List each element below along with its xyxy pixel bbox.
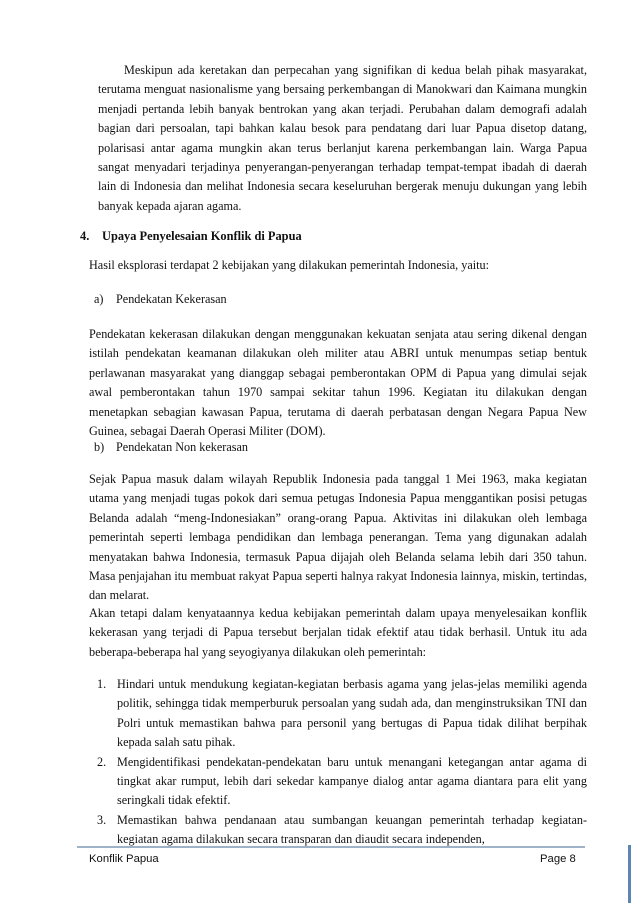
subheading-b-label: b) xyxy=(94,440,105,454)
violent-approach-paragraph: Pendekatan kekerasan dilakukan dengan menggunakan kekuatan senjata atau sering dikenal dengan istilah pendekatan keamanan dilakukan oleh militer atau ABRI untuk menumpas setiap bentuk perlawanan masyarakat yang dianggap sebagai pemberontakan OPM di Papua yang dimulai sejak awal pemberontakan tahun 1970 sampai sekitar tahun 1996. Kegiatan itu dilakukan dengan menetapkan sebagian kawasan Papua, terutama di daerah perbatasan dengan Negara Papua New Guinea, sebagai Daerah Operasi Militer (DOM). xyxy=(89,327,587,439)
section-number: 4. xyxy=(80,229,90,243)
list-item-text: Memastikan bahwa pendanaan atau sumbangan keuangan pemerintah terhadap kegiatan-kegiatan agama dilakukan secara transparan dan diaudit secara independen, xyxy=(117,812,587,847)
list-item-number: 3. xyxy=(97,812,107,827)
section-heading xyxy=(80,229,302,244)
recommendation-list xyxy=(89,675,587,850)
list-item xyxy=(89,811,587,850)
list-item-number: 1. xyxy=(97,677,107,691)
subheading-a-title: Pendekatan Kekerasan xyxy=(116,292,227,306)
subheading-b xyxy=(94,440,248,455)
list-item-text: Mengidentifikasi pendekatan-pendekatan baru untuk menangani ketegangan antar agama di tingkat akar rumput, lebih dari sekedar kampanye dialog antar agama diantara para elit yang seringkali tidak efektif. xyxy=(117,754,587,808)
page-number: Page 8 xyxy=(540,853,576,865)
list-item-text: Hindari untuk mendukung kegiatan-kegiatan berbasis agama yang jelas-jelas memiliki agenda politik, sehingga tidak memperburuk persoalan yang sudah ada, dan menginstruksikan TNI dan Polri untuk memastikan bahwa para personil yang bertugas di Papua tidak dilihat berpihak kepada salah satu pihak. xyxy=(117,677,587,750)
list-item-number: 2. xyxy=(97,754,107,769)
footer-divider xyxy=(77,846,585,848)
footer-title: Konflik Papua xyxy=(89,853,159,865)
subheading-a xyxy=(94,292,227,307)
list-item xyxy=(89,753,587,811)
list-item xyxy=(89,675,587,753)
closing-paragraph: Akan tetapi dalam kenyataannya kedua kebijakan pemerintah dalam upaya menyelesaikan konflik kekerasan yang terjadi di Papua tersebut berjalan tidak efektif atau tidak berhasil. Untuk itu ada beberapa-beberapa hal yang seyogiyanya dilakukan oleh pemerintah: xyxy=(89,606,587,659)
exploration-intro: Hasil eksplorasi terdapat 2 kebijakan yang dilakukan pemerintah Indonesia, yaitu: xyxy=(89,258,490,272)
footer-accent-bar xyxy=(628,845,631,903)
subheading-b-title: Pendekatan Non kekerasan xyxy=(116,440,248,454)
opening-paragraph: Meskipun ada keretakan dan perpecahan yang signifikan di kedua belah pihak masyarakat, terutama menguat nasionalisme yang bersaing perkembangan di Manokwari dan Kaimana mungkin menjadi pertanda lebih banyak bentrokan yang akan terjadi. Perubahan dalam demografi adalah bagian dari persoalan, tapi bahkan kalau besok para pendatang dari luar Papua disetop datang, polarisasi antar agama mungkin akan terus berlanjut karena perkembangan lain. Warga Papua sangat menyadari terjadinya penyerangan-penyerangan terhadap tempat-tempat ibadah di daerah lain di Indonesia dan melihat Indonesia secara keseluruhan bergerak menuju dukungan yang lebih banyak kepada ajaran agama. xyxy=(98,63,587,213)
section-title: Upaya Penyelesaian Konflik di Papua xyxy=(102,229,302,243)
nonviolent-approach-paragraph: Sejak Papua masuk dalam wilayah Republik Indonesia pada tanggal 1 Mei 1963, maka kegiatan utama yang menjadi tugas pokok dari semua petugas Indonesia Papua menggantikan posisi petugas Belanda adalah “meng-Indonesiakan” orang-orang Papua. Aktivitas ini dilakukan oleh lembaga pemerintah seperti lembaga pendidikan dan lembaga penerangan. Tema yang digunakan adalah menyatakan bahwa Indonesia, termasuk Papua dijajah oleh Belanda selama lebih dari 350 tahun. Masa penjajahan itu membuat rakyat Papua seperti halnya rakyat Indonesia lainnya, miskin, tertindas, dan melarat. xyxy=(89,472,587,603)
subheading-a-label: a) xyxy=(94,292,104,306)
